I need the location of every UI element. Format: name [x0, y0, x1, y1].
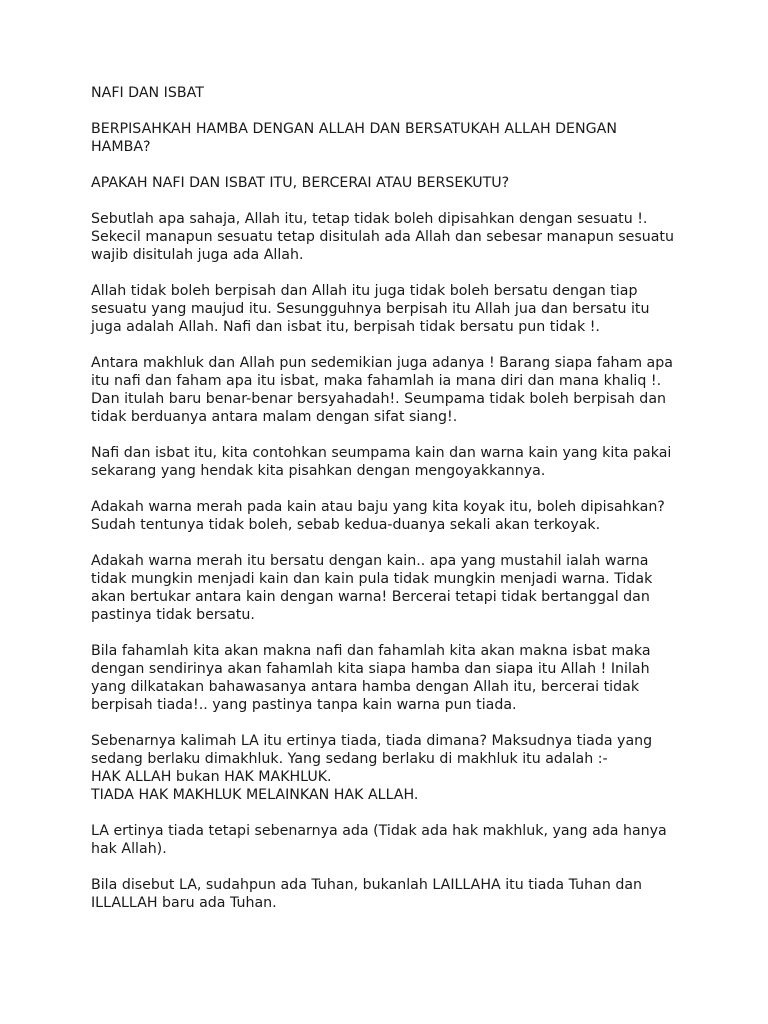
paragraph-line: Adakah warna merah itu bersatu dengan kain.. apa yang mustahil ialah warna — [91, 553, 649, 569]
paragraph-line: Dan itulah baru benar-benar bersyahadah!. Seumpama tidak boleh berpisah dan — [91, 391, 667, 407]
paragraph-line: Sebutlah apa sahaja, Allah itu, tetap tidak boleh dipisahkan dengan sesuatu !. — [91, 211, 648, 227]
paragraph — [91, 354, 691, 426]
paragraph-line: wajib disitulah juga ada Allah. — [91, 247, 304, 263]
paragraph-line: HAMBA? — [91, 139, 151, 155]
title-line: NAFI DAN ISBAT — [91, 85, 204, 101]
document-body — [91, 84, 691, 930]
paragraph-line: berpisah tiada!.. yang pastinya tanpa kain warna pun tiada. — [91, 697, 517, 713]
document-title — [91, 84, 691, 102]
paragraph-line: akan bertukar antara kain dengan warna! Bercerai tetapi tidak bertanggal dan — [91, 589, 650, 605]
paragraph-line: Allah tidak boleh berpisah dan Allah itu juga tidak boleh bersatu dengan tiap — [91, 283, 638, 299]
paragraph-line: Sekecil manapun sesuatu tetap disitulah ada Allah dan sebesar manapun sesuatu — [91, 229, 674, 245]
paragraph-line: BERPISAHKAH HAMBA DENGAN ALLAH DAN BERSATUKAH ALLAH DENGAN — [91, 121, 617, 137]
paragraph — [91, 174, 691, 192]
paragraph-line: Bila disebut LA, sudahpun ada Tuhan, bukanlah LAILLAHA itu tiada Tuhan dan — [91, 877, 643, 893]
paragraph — [91, 876, 691, 912]
paragraph-line: LA ertinya tiada tetapi sebenarnya ada (Tidak ada hak makhluk, yang ada hanya — [91, 823, 667, 839]
paragraph-line: Nafi dan isbat itu, kita contohkan seumpama kain dan warna kain yang kita pakai — [91, 445, 672, 461]
paragraph — [91, 498, 691, 534]
paragraph-line: pastinya tidak bersatu. — [91, 607, 255, 623]
paragraph-line: sesuatu yang maujud itu. Sesungguhnya berpisah itu Allah jua dan bersatu itu — [91, 301, 650, 317]
paragraph-line: dengan sendirinya akan fahamlah kita siapa hamba dan siapa itu Allah ! Inilah — [91, 661, 650, 677]
paragraph — [91, 642, 691, 714]
paragraph — [91, 282, 691, 336]
paragraph-line: Antara makhluk dan Allah pun sedemikian juga adanya ! Barang siapa faham apa — [91, 355, 673, 371]
paragraph-line: HAK ALLAH bukan HAK MAKHLUK. — [91, 769, 332, 785]
paragraph-line: sedang berlaku dimakhluk. Yang sedang berlaku di makhluk itu adalah :- — [91, 751, 608, 767]
paragraph-line: ILLALLAH baru ada Tuhan. — [91, 895, 277, 911]
paragraph-list — [91, 120, 691, 912]
paragraph-line: juga adalah Allah. Nafi dan isbat itu, berpisah tidak bersatu pun tidak !. — [91, 319, 600, 335]
paragraph — [91, 444, 691, 480]
paragraph-line: TIADA HAK MAKHLUK MELAINKAN HAK ALLAH. — [91, 787, 419, 803]
paragraph-line: yang dilkatakan bahawasanya antara hamba dengan Allah itu, bercerai tidak — [91, 679, 640, 695]
paragraph-line: Adakah warna merah pada kain atau baju yang kita koyak itu, boleh dipisahkan? — [91, 499, 665, 515]
paragraph-line: Sudah tentunya tidak boleh, sebab kedua-duanya sekali akan terkoyak. — [91, 517, 601, 533]
paragraph-line: sekarang yang hendak kita pisahkan dengan mengoyakkannya. — [91, 463, 546, 479]
paragraph — [91, 552, 691, 624]
paragraph — [91, 732, 691, 804]
paragraph-line: APAKAH NAFI DAN ISBAT ITU, BERCERAI ATAU BERSEKUTU? — [91, 175, 510, 191]
paragraph-line: itu nafi dan faham apa itu isbat, maka fahamlah ia mana diri dan mana khaliq !. — [91, 373, 662, 389]
paragraph-line: tidak mungkin menjadi kain dan kain pula tidak mungkin menjadi warna. Tidak — [91, 571, 653, 587]
paragraph-line: hak Allah). — [91, 841, 167, 857]
paragraph-line: Bila fahamlah kita akan makna nafi dan fahamlah kita akan makna isbat maka — [91, 643, 651, 659]
paragraph — [91, 120, 691, 156]
paragraph — [91, 210, 691, 264]
paragraph-line: Sebenarnya kalimah LA itu ertinya tiada, tiada dimana? Maksudnya tiada yang — [91, 733, 653, 749]
paragraph-line: tidak berduanya antara malam dengan sifat siang!. — [91, 409, 458, 425]
paragraph — [91, 822, 691, 858]
